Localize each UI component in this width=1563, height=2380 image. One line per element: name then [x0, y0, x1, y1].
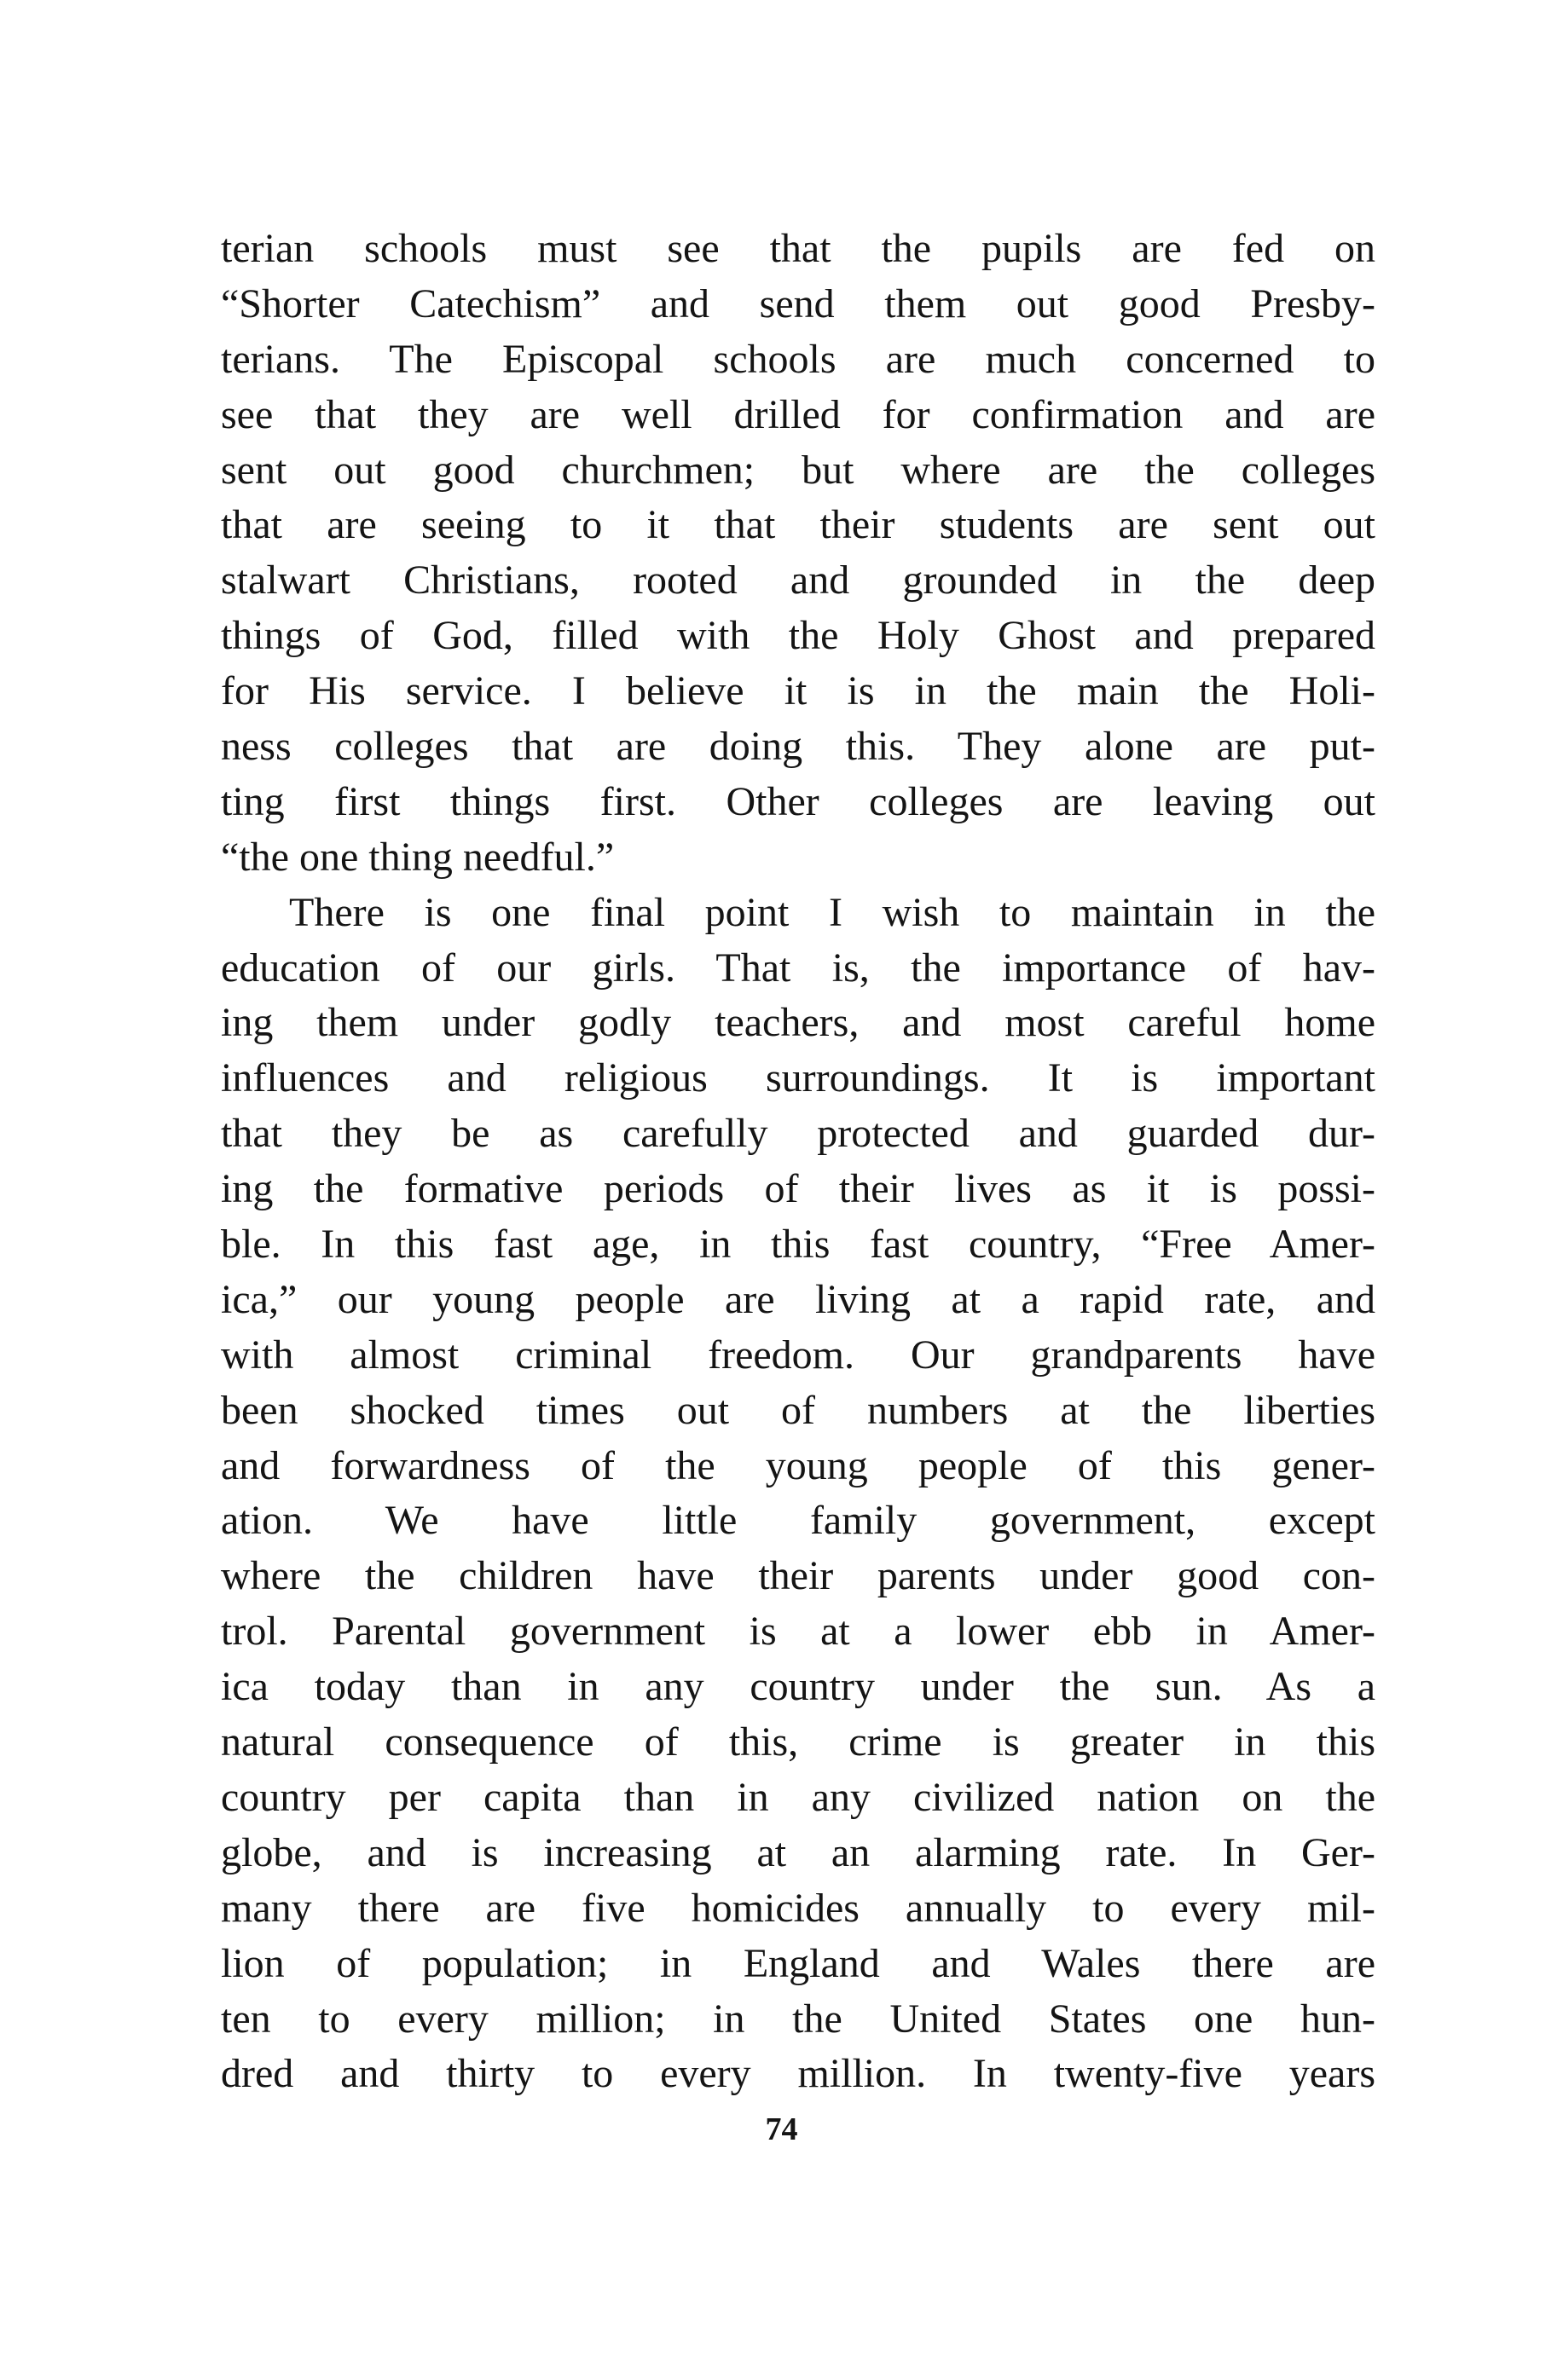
text-line: ica today than in any country under the sun. As a — [221, 1664, 1375, 1710]
text-line: lion of population; in England and Wales there are — [221, 1940, 1375, 1986]
text-line: country per capita than in any civilized nation on the — [221, 1774, 1375, 1820]
text-line: been shocked times out of numbers at the liberties — [221, 1387, 1375, 1433]
text-line: and forwardness of the young people of this gener- — [221, 1442, 1375, 1488]
text-line: ten to every million; in the United States one hun- — [221, 1996, 1375, 2042]
text-line: ting first things first. Other colleges are leaving out — [221, 778, 1375, 824]
text-line: with almost criminal freedom. Our grandparents have — [221, 1332, 1375, 1378]
paragraph-start-line: There is one final point I wish to maintain in the — [289, 889, 1375, 935]
text-line: for His service. I believe it is in the main the Holi- — [221, 668, 1375, 714]
text-line: ness colleges that are doing this. They alone are put- — [221, 724, 1375, 770]
text-line: trol. Parental government is at a lower ebb in Amer- — [221, 1609, 1375, 1655]
text-line: “Shorter Catechism” and send them out good Presby- — [221, 280, 1375, 326]
text-line: globe, and is increasing at an alarming rate. In Ger- — [221, 1829, 1375, 1875]
text-line: that they be as carefully protected and guarded dur- — [221, 1111, 1375, 1157]
text-line: terian schools must see that the pupils are fed on — [221, 226, 1375, 271]
text-line: ica,” our young people are living at a rapid rate, and — [221, 1276, 1375, 1322]
text-line: education of our girls. That is, the importance of hav- — [221, 944, 1375, 991]
text-line: many there are five homicides annually to every mil- — [221, 1885, 1375, 1931]
text-line: stalwart Christians, rooted and grounded in the deep — [221, 557, 1375, 604]
text-line: dred and thirty to every million. In twenty-five years — [221, 2051, 1375, 2097]
paragraph-end-line: “the one thing needful.” — [221, 834, 615, 880]
text-line: terians. The Episcopal schools are much concerned to — [221, 336, 1375, 382]
text-line: natural consequence of this, crime is greater in this — [221, 1719, 1375, 1765]
text-line: ation. We have little family government, except — [221, 1498, 1375, 1544]
text-line: ing them under godly teachers, and most careful home — [221, 1000, 1375, 1046]
text-line: ing the formative periods of their lives as it is possi- — [221, 1166, 1375, 1212]
text-line: influences and religious surroundings. It is important — [221, 1055, 1375, 1101]
text-line: see that they are well drilled for confirmation and are — [221, 391, 1375, 437]
text-line: sent out good churchmen; but where are the colleges — [221, 447, 1375, 493]
text-line: ble. In this fast age, in this fast country, “Free Amer- — [221, 1222, 1375, 1268]
text-line: that are seeing to it that their students are sent out — [221, 502, 1375, 548]
body-text — [221, 222, 1375, 2102]
page-number: 74 — [765, 2111, 798, 2147]
text-line: where the children have their parents under good con- — [221, 1553, 1375, 1599]
text-line: things of God, filled with the Holy Ghost and prepared — [221, 613, 1375, 659]
